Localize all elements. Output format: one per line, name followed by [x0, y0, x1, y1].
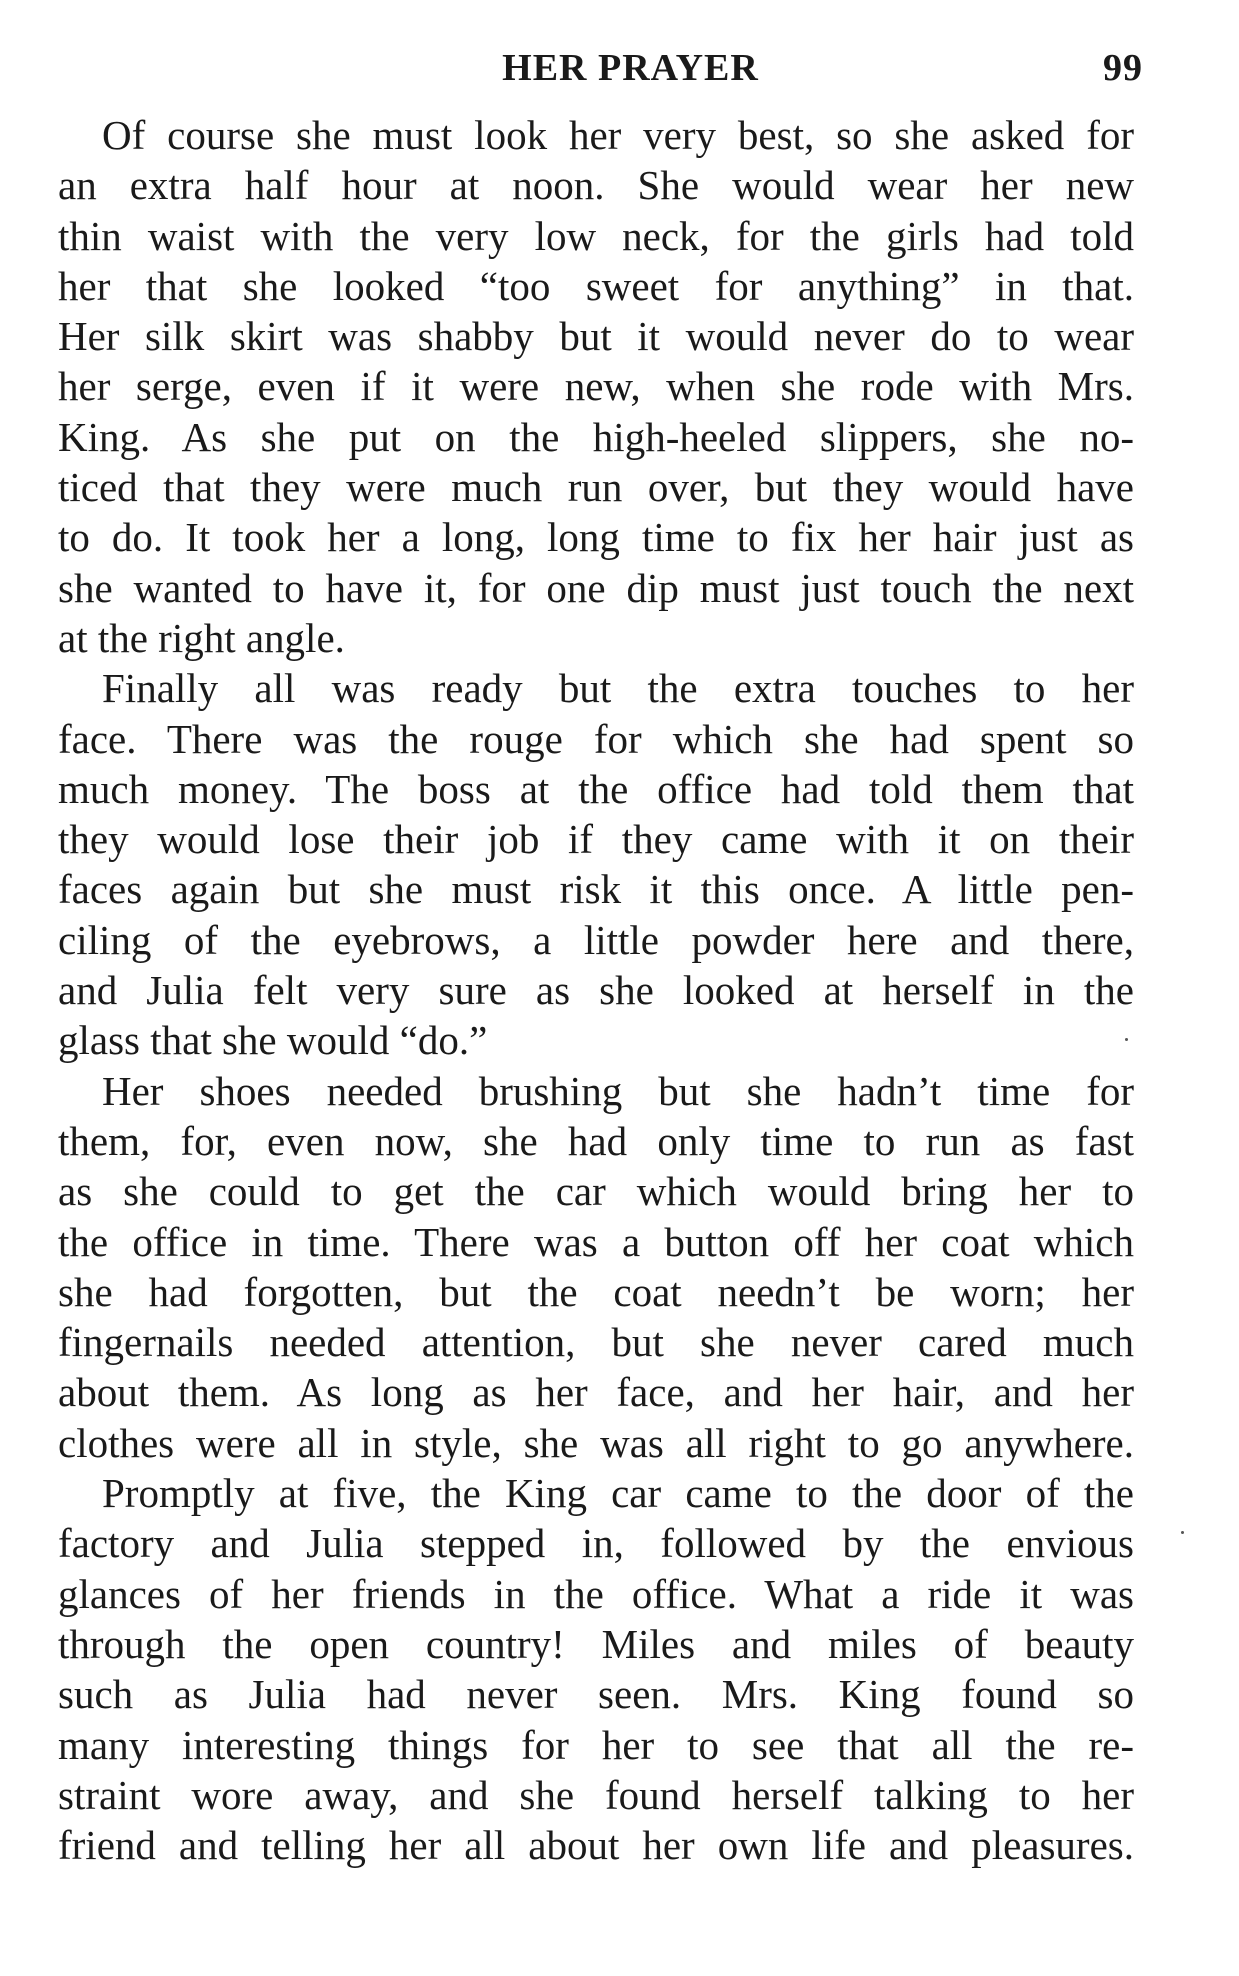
- text-line: glass that she would “do.”: [58, 1017, 488, 1064]
- running-head: [58, 40, 1143, 96]
- text-line: much money. The boss at the office had told them that: [58, 765, 1134, 812]
- text-line: straint wore away, and she found herself talking to her: [58, 1771, 1134, 1818]
- text-line: she had forgotten, but the coat needn’t be worn; her: [58, 1268, 1134, 1315]
- text-line: Promptly at five, the King car came to the door of the: [102, 1470, 1134, 1517]
- text-line: to do. It took her a long, long time to fix her hair just as: [58, 514, 1134, 561]
- paragraph-3: [58, 1066, 1134, 1468]
- print-speck: [1181, 1531, 1184, 1534]
- text-line: Of course she must look her very best, so she asked for: [102, 112, 1134, 158]
- page-number: 99: [1103, 47, 1143, 89]
- text-line: thin waist with the very low neck, for the girls had told: [58, 212, 1134, 259]
- text-line: at the right angle.: [58, 614, 345, 661]
- body-text: [58, 110, 1134, 1870]
- text-line: friend and telling her all about her own life and pleasures.: [58, 1822, 1134, 1869]
- text-line: an extra half hour at noon. She would wear her new: [58, 162, 1134, 209]
- text-line: fingernails needed attention, but she never cared much: [58, 1319, 1134, 1366]
- text-line: they would lose their job if they came with it on their: [58, 816, 1134, 863]
- text-line: she wanted to have it, for one dip must just touch the next: [58, 564, 1134, 611]
- text-line: her that she looked “too sweet for anything” in that.: [58, 262, 1134, 309]
- text-line: such as Julia had never seen. Mrs. King found so: [58, 1671, 1134, 1718]
- text-line: ciling of the eyebrows, a little powder here and there,: [58, 916, 1134, 963]
- text-line: many interesting things for her to see that all the re-: [58, 1721, 1134, 1768]
- print-speck: [1125, 1038, 1128, 1041]
- text-line: about them. As long as her face, and her hair, and her: [58, 1369, 1134, 1416]
- text-line: face. There was the rouge for which she had spent so: [58, 715, 1134, 762]
- text-line: Her shoes needed brushing but she hadn’t time for: [102, 1067, 1134, 1114]
- paragraph-4: [58, 1468, 1134, 1870]
- text-line: and Julia felt very sure as she looked at herself in the: [58, 967, 1134, 1014]
- text-line: Her silk skirt was shabby but it would never do to wear: [58, 313, 1134, 360]
- paragraph-2: [58, 663, 1134, 1065]
- text-line: the office in time. There was a button off her coat which: [58, 1218, 1134, 1265]
- text-line: factory and Julia stepped in, followed by the envious: [58, 1520, 1134, 1567]
- text-line: clothes were all in style, she was all right to go anywhere.: [58, 1419, 1134, 1466]
- text-line: faces again but she must risk it this once. A little pen-: [58, 866, 1134, 913]
- text-line: glances of her friends in the office. What a ride it was: [58, 1570, 1134, 1617]
- paragraph-1: [58, 110, 1134, 663]
- text-line: them, for, even now, she had only time to run as fast: [58, 1117, 1134, 1164]
- text-line: King. As she put on the high-heeled slippers, she no-: [58, 413, 1134, 460]
- text-line: Finally all was ready but the extra touches to her: [102, 665, 1134, 712]
- running-head-title: HER PRAYER: [502, 47, 759, 89]
- text-line: through the open country! Miles and miles of beauty: [58, 1620, 1134, 1667]
- text-line: ticed that they were much run over, but they would have: [58, 464, 1134, 511]
- text-line: her serge, even if it were new, when she rode with Mrs.: [58, 363, 1134, 410]
- text-line: as she could to get the car which would bring her to: [58, 1168, 1134, 1215]
